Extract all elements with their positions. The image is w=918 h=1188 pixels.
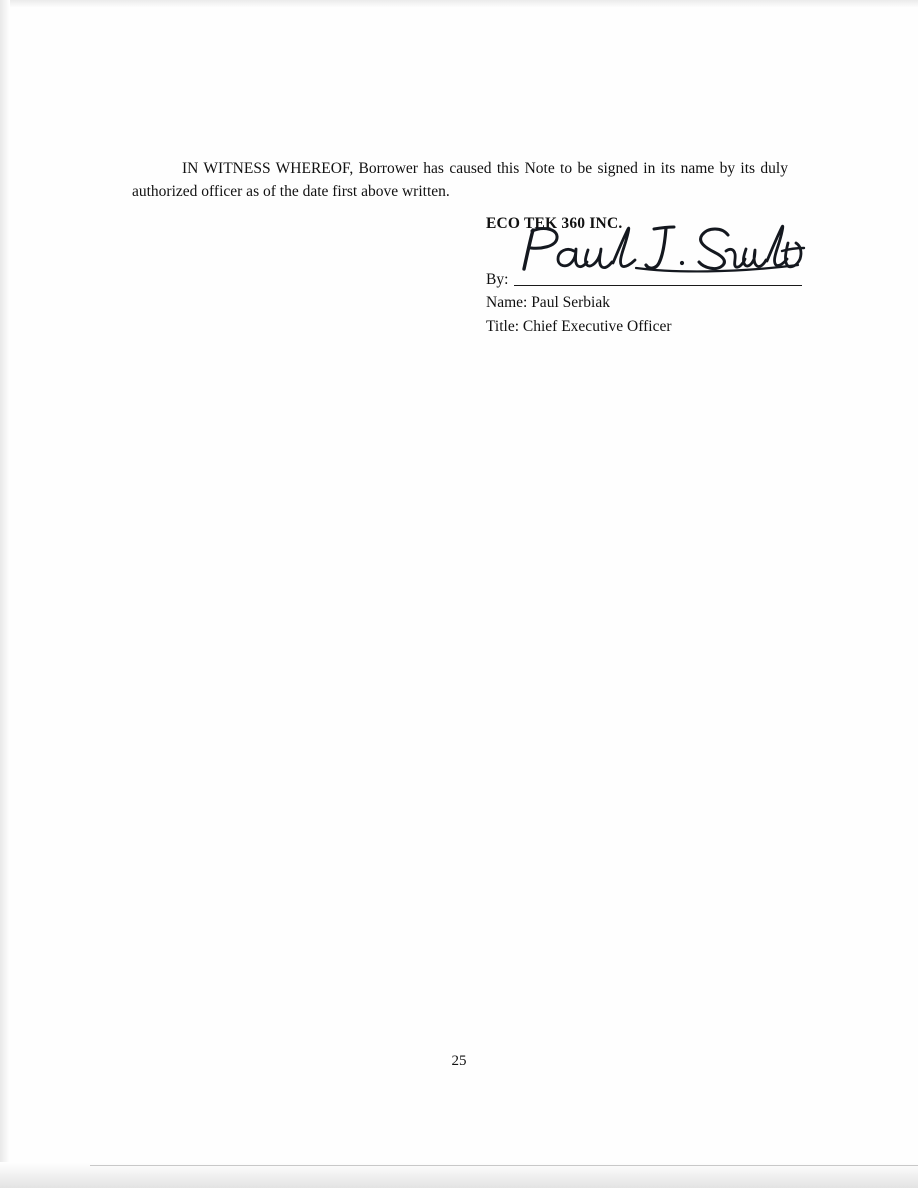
signature-block <box>486 215 826 338</box>
witness-paragraph: IN WITNESS WHEREOF, Borrower has caused this Note to be signed in its name by its duly authorized officer as of the date first above written. <box>132 159 788 201</box>
signature-by-row <box>486 263 826 289</box>
signer-title: Title: Chief Executive Officer <box>486 318 672 336</box>
by-label: By: <box>486 271 509 288</box>
scan-edge-left <box>0 0 10 1188</box>
signature-rule <box>514 285 802 286</box>
scan-edge-bottom-line <box>90 1165 918 1166</box>
company-name: ECO TEK 360 INC. <box>486 215 623 232</box>
page-number: 25 <box>451 1053 467 1069</box>
signer-name: Name: Paul Serbiak <box>486 294 610 311</box>
scan-edge-top <box>0 0 918 8</box>
